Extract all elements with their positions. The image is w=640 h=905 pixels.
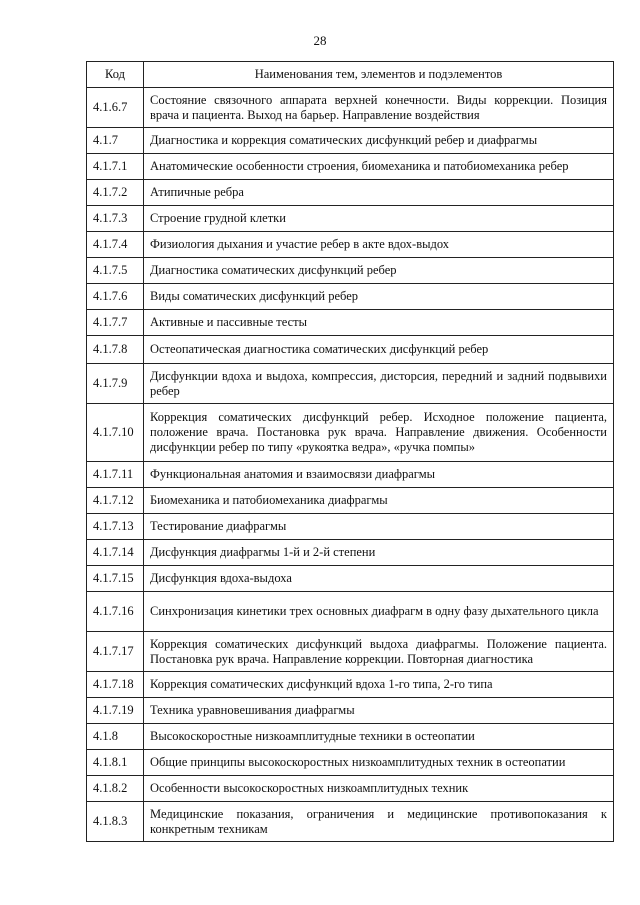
- row-name: Остеопатическая диагностика соматических дисфункций ребер: [144, 336, 614, 364]
- table-row: [87, 206, 614, 232]
- row-code: 4.1.7.3: [87, 206, 144, 232]
- table-row: [87, 364, 614, 404]
- table-row: [87, 724, 614, 750]
- table-row: [87, 154, 614, 180]
- code-column-header: Код: [87, 62, 144, 88]
- row-name: Функциональная анатомия и взаимосвязи диафрагмы: [144, 462, 614, 488]
- row-name: Техника уравновешивания диафрагмы: [144, 698, 614, 724]
- row-name: Особенности высокоскоростных низкоамплитудных техник: [144, 776, 614, 802]
- row-name: Дисфункция диафрагмы 1-й и 2-й степени: [144, 540, 614, 566]
- row-code: 4.1.7: [87, 128, 144, 154]
- row-code: 4.1.7.11: [87, 462, 144, 488]
- row-code: 4.1.7.4: [87, 232, 144, 258]
- row-name: Коррекция соматических дисфункций ребер. Исходное положение пациента, положение врача. Постановка рук врача. Направление движения. Особенности дисфункции ребер по типу «рукоятка ведра», «ручка помпы»: [144, 404, 614, 462]
- table-row: [87, 310, 614, 336]
- table-row: [87, 404, 614, 462]
- row-name: Общие принципы высокоскоростных низкоамплитудных техник в остеопатии: [144, 750, 614, 776]
- row-name: Высокоскоростные низкоамплитудные техники в остеопатии: [144, 724, 614, 750]
- row-code: 4.1.6.7: [87, 88, 144, 128]
- row-code: 4.1.7.9: [87, 364, 144, 404]
- row-name: Диагностика и коррекция соматических дисфункций ребер и диафрагмы: [144, 128, 614, 154]
- table-header-row: [87, 62, 614, 88]
- row-code: 4.1.8.1: [87, 750, 144, 776]
- row-name: Дисфункции вдоха и выдоха, компрессия, дисторсия, передний и задний подвывихи ребер: [144, 364, 614, 404]
- table-row: [87, 776, 614, 802]
- row-name: Атипичные ребра: [144, 180, 614, 206]
- row-name: Коррекция соматических дисфункций вдоха 1-го типа, 2-го типа: [144, 672, 614, 698]
- table-row: [87, 750, 614, 776]
- row-code: 4.1.7.6: [87, 284, 144, 310]
- row-name: Тестирование диафрагмы: [144, 514, 614, 540]
- row-code: 4.1.7.10: [87, 404, 144, 462]
- table-row: [87, 88, 614, 128]
- row-code: 4.1.7.15: [87, 566, 144, 592]
- row-code: 4.1.7.2: [87, 180, 144, 206]
- table-row: [87, 284, 614, 310]
- row-name: Медицинские показания, ограничения и медицинские противопоказания к конкретным техникам: [144, 802, 614, 842]
- topics-table: [86, 61, 614, 842]
- row-code: 4.1.7.18: [87, 672, 144, 698]
- table-row: [87, 258, 614, 284]
- row-name: Состояние связочного аппарата верхней конечности. Виды коррекции. Позиция врача и пациента. Выход на барьер. Направление воздействия: [144, 88, 614, 128]
- row-name: Анатомические особенности строения, биомеханика и патобиомеханика ребер: [144, 154, 614, 180]
- table-row: [87, 180, 614, 206]
- row-code: 4.1.8: [87, 724, 144, 750]
- row-name: Виды соматических дисфункций ребер: [144, 284, 614, 310]
- row-code: 4.1.7.5: [87, 258, 144, 284]
- row-name: Синхронизация кинетики трех основных диафрагм в одну фазу дыхательного цикла: [144, 592, 614, 632]
- row-name: Дисфункция вдоха-выдоха: [144, 566, 614, 592]
- row-code: 4.1.7.8: [87, 336, 144, 364]
- row-code: 4.1.7.16: [87, 592, 144, 632]
- name-column-header: Наименования тем, элементов и подэлементов: [144, 62, 614, 88]
- table-row: [87, 232, 614, 258]
- row-code: 4.1.7.17: [87, 632, 144, 672]
- table-row: [87, 128, 614, 154]
- table-row: [87, 514, 614, 540]
- table-row: [87, 632, 614, 672]
- row-name: Биомеханика и патобиомеханика диафрагмы: [144, 488, 614, 514]
- row-code: 4.1.7.14: [87, 540, 144, 566]
- row-name: Коррекция соматических дисфункций выдоха диафрагмы. Положение пациента. Постановка рук врача. Направление коррекции. Повторная диагностика: [144, 632, 614, 672]
- page-number: 28: [313, 33, 327, 48]
- table-row: [87, 802, 614, 842]
- table-row: [87, 592, 614, 632]
- row-code: 4.1.7.13: [87, 514, 144, 540]
- table-row: [87, 698, 614, 724]
- table-row: [87, 488, 614, 514]
- table-row: [87, 566, 614, 592]
- row-code: 4.1.7.12: [87, 488, 144, 514]
- table-row: [87, 462, 614, 488]
- row-name: Строение грудной клетки: [144, 206, 614, 232]
- row-code: 4.1.7.1: [87, 154, 144, 180]
- table-row: [87, 336, 614, 364]
- row-code: 4.1.8.3: [87, 802, 144, 842]
- row-name: Физиология дыхания и участие ребер в акте вдох-выдох: [144, 232, 614, 258]
- row-code: 4.1.7.7: [87, 310, 144, 336]
- row-code: 4.1.7.19: [87, 698, 144, 724]
- table-row: [87, 540, 614, 566]
- row-name: Диагностика соматических дисфункций ребер: [144, 258, 614, 284]
- table-row: [87, 672, 614, 698]
- row-name: Активные и пассивные тесты: [144, 310, 614, 336]
- row-code: 4.1.8.2: [87, 776, 144, 802]
